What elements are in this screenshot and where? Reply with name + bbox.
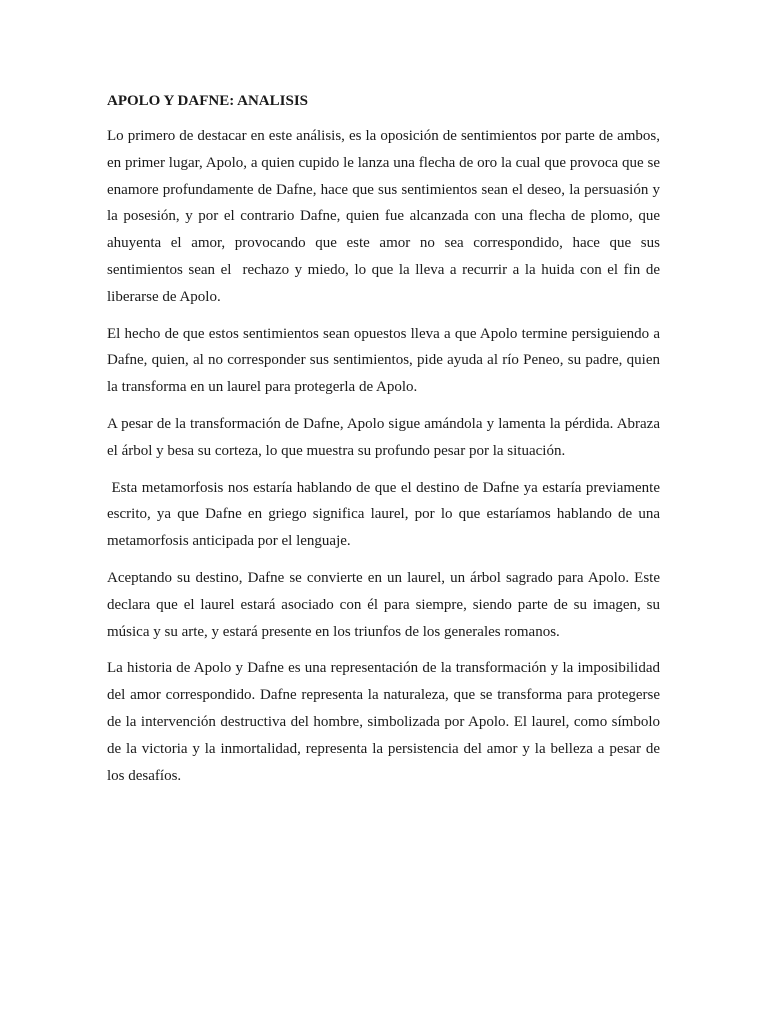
paragraph-5: Aceptando su destino, Dafne se convierte en un laurel, un árbol sagrado para Apolo. Este declara que el laurel estará asociado con él para siempre, siendo parte de su imagen, su música y su arte, y estará presente en los triunfos de los generales romanos. [107,569,664,640]
paragraph-1: Lo primero de destacar en este análisis, es la oposición de sentimientos por parte de ambos, en primer lugar, Apolo, a quien cupido le lanza una flecha de oro la cual que provoca que se enamore profundamente de Dafne, hace que sus sentimientos sean el deseo, la persuasión y la posesión, y por el contrario Dafne, quien fue alcanzada con una flecha de plomo, que ahuyenta el amor, provocando que este amor no sea correspondido, hace que sus sentimientos sean el rechazo y miedo, lo que la lleva a recurrir a la huida con el fin de liberarse de Apolo. [107,128,664,305]
paragraph-6: La historia de Apolo y Dafne es una representación de la transformación y la imposibilidad del amor correspondido. Dafne representa la naturaleza, que se transforma para protegerse de la intervención destructiva del hombre, simbolizada por Apolo. El laurel, como símbolo de la victoria y la inmortalidad, representa la persistencia del amor y la belleza a pesar de los desafíos. [107,660,664,784]
document-title: APOLO Y DAFNE: ANALISIS [107,93,308,109]
paragraph-4: Esta metamorfosis nos estaría hablando de que el destino de Dafne ya estaría previamente escrito, ya que Dafne en griego significa laurel, por lo que estaríamos hablando de una metamorfosis anticipada por el lenguaje. [107,479,664,550]
paragraph-2: El hecho de que estos sentimientos sean opuestos lleva a que Apolo termine persiguiendo a Dafne, quien, al no corresponder sus sentimientos, pide ayuda al río Peneo, su padre, quien la transforma en un laurel para protegerla de Apolo. [107,325,664,396]
document-body [107,88,664,799]
paragraph-3: A pesar de la transformación de Dafne, Apolo sigue amándola y lamenta la pérdida. Abraza el árbol y besa su corteza, lo que muestra su profundo pesar por la situación. [107,415,664,459]
